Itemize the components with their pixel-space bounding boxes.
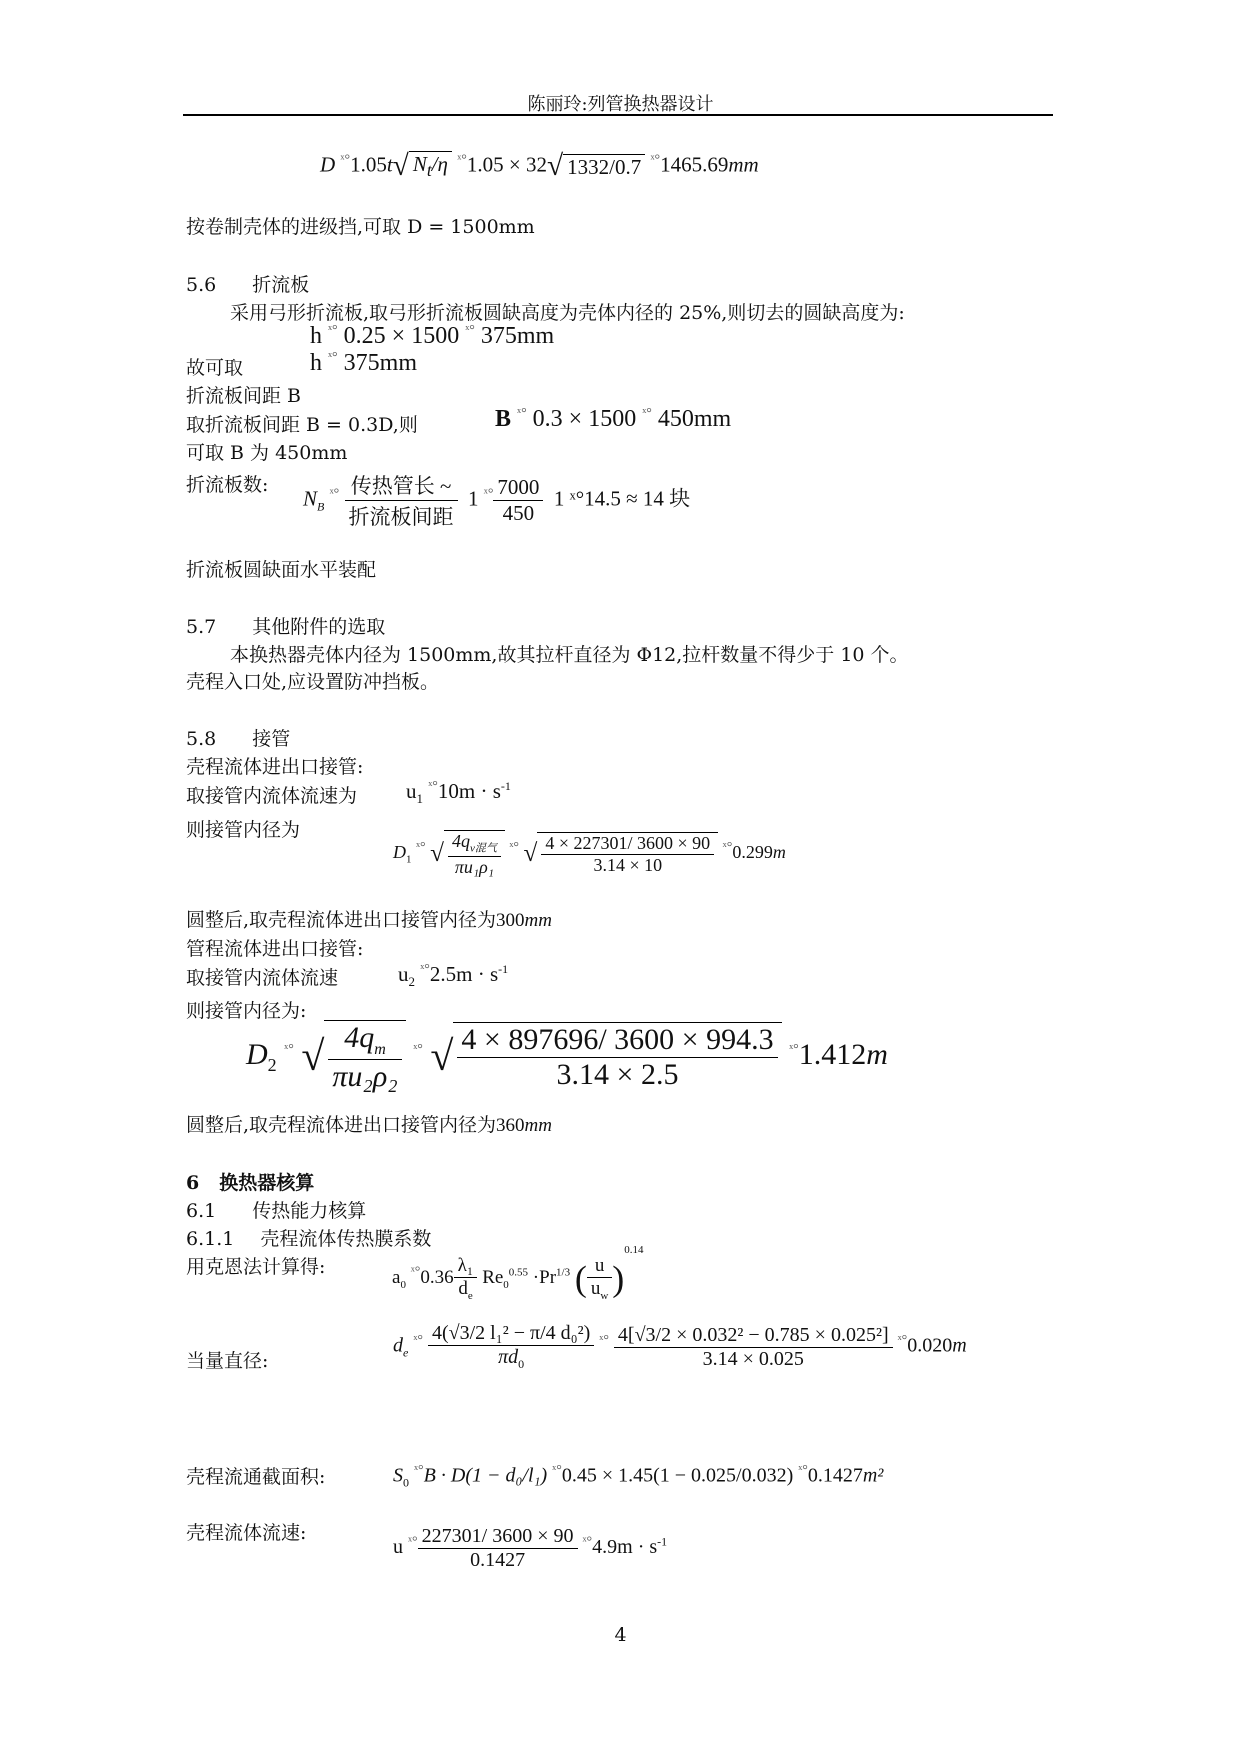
header-rule bbox=[183, 114, 1053, 116]
formula-h2: h $^{ˣ^\circ}$ 375mm bbox=[310, 350, 417, 376]
formula-d1: $D_1$ $^{ˣ^\circ}$ √ $\frac{4q_{v混气}}{\text{πu₁ρ₁}}$ $^{ˣ^\circ}$ √ $\frac{4 \times 227301/ 3600 \times 90}{3.14 \times 10}$ $^{ˣ^\circ}$0.299m bbox=[393, 831, 786, 877]
paragraph-u2: 取接管内流体流速 bbox=[186, 967, 339, 989]
paragraph-choose-d: 按卷制壳体的进级挡,可取 D = 1500mm bbox=[186, 216, 535, 238]
formula-s0: $S_0$ $^{ˣ^\circ}$B · D(1 − d₀/l₁) $^{ˣ^\circ}$0.45 × 1.45(1 − 0.025/0.032) $^{ˣ^\circ}$0.1427m² bbox=[393, 1463, 884, 1490]
paragraph-rod: 本换热器壳体内径为 1500mm,故其拉杆直径为 Φ12,拉杆数量不得少于 10 个。 bbox=[230, 644, 909, 666]
paragraph-round-2: 圆整后,取壳程流体进出口接管内径为360mm bbox=[186, 1114, 552, 1136]
paragraph-count: 折流板数: bbox=[186, 474, 269, 496]
section-5-6: 5.6 折流板 bbox=[186, 274, 310, 296]
section-5-7: 5.7 其他附件的选取 bbox=[186, 616, 386, 638]
paragraph-d1: 则接管内径为 bbox=[186, 819, 301, 841]
formula-d2: $D_2$ $^{ˣ^\circ}$ √ $\frac{4q_m}{\text{πu₂ρ₂}}$ $^{ˣ^\circ}$ √ $\frac{4 \times 897696/ 3600 \times 994.3}{3.14 \times 2.5}$ $^{ˣ^\circ}$1.412m bbox=[246, 1021, 888, 1093]
formula-u2: $u_2$ $^{ˣ^\circ}2.5m \cdot s^{-1}$ bbox=[398, 962, 509, 990]
paragraph-impact: 壳程入口处,应设置防冲挡板。 bbox=[186, 671, 440, 693]
paragraph-b-450: 可取 B 为 450mm bbox=[186, 442, 348, 464]
paragraph-de: 当量直径: bbox=[186, 1350, 269, 1372]
paragraph-shell-nozzle: 壳程流体进出口接管: bbox=[186, 756, 364, 778]
formula-b: B $^{ˣ^\circ}$ 0.3 × 1500 $^{ˣ^\circ}$ 450mm bbox=[495, 406, 732, 432]
formula-u1: $u_1$ $^{ˣ^\circ}10m \cdot s^{-1}$ bbox=[406, 779, 511, 807]
section-6: 6 换热器核算 bbox=[186, 1172, 315, 1194]
page-number: 4 bbox=[614, 1624, 627, 1646]
paragraph-s0: 壳程流通截面积: bbox=[186, 1466, 326, 1488]
formula-de: $d_e$ $^{ˣ^\circ}$ $\frac{\text{4(√3/2 l₁² − π/4 d₀²)}}{\pi d_0}$ $^{ˣ^\circ}$ $\frac{\text{4[√3/2 × 0.032² − 0.785 × 0.025²]}}{3.14 \times 0.025}$ $^{ˣ^\circ}$0.020m bbox=[393, 1322, 967, 1371]
paragraph-u1: 取接管内流体流速为 bbox=[186, 785, 358, 807]
formula-u: u $^{ˣ^\circ}$ $\frac{227301/ 3600 \times 90}{0.1427}$ $^{ˣ^\circ}4.9m \cdot s^{-1}$ bbox=[393, 1525, 668, 1571]
page-header: 陈丽玲:列管换热器设计 bbox=[527, 94, 714, 115]
formula-shell-diameter: D $^{ˣ^\circ}$1.05t√ $N_t/\eta$ $^{ˣ^\circ}$1.05 × 32√ 1332/0.7 $^{ˣ^\circ}$1465.69mm bbox=[320, 150, 759, 182]
paragraph-take: 故可取 bbox=[186, 357, 244, 379]
paragraph-u: 壳程流体流速: bbox=[186, 1522, 307, 1544]
paragraph-take-b: 取折流板间距 B = 0.3D,则 bbox=[186, 414, 418, 436]
paragraph-round-1: 圆整后,取壳程流体进出口接管内径为300mm bbox=[186, 909, 552, 931]
paragraph-baffle: 采用弓形折流板,取弓形折流板圆缺高度为壳体内径的 25%,则切去的圆缺高度为: bbox=[230, 302, 905, 324]
paragraph-d2: 则接管内径为: bbox=[186, 1000, 307, 1022]
paragraph-kern: 用克恩法计算得: bbox=[186, 1256, 326, 1278]
paragraph-spacing: 折流板间距 B bbox=[186, 385, 302, 407]
section-5-8: 5.8 接管 bbox=[186, 728, 291, 750]
section-6-1: 6.1 传热能力核算 bbox=[186, 1200, 367, 1222]
formula-a0: $a_0$ $^{ˣ^\circ}$0.36 $\frac{\text{λ₁}}{d_e}$ $Re_0^{0.55} \cdot Pr^{1/3}$ ( $\frac{u}{u_w}$ )$^{0.14}$ bbox=[392, 1244, 644, 1303]
paragraph-horizontal: 折流板圆缺面水平装配 bbox=[186, 559, 377, 581]
formula-h1: h $^{ˣ^\circ}$ 0.25 × 1500 $^{ˣ^\circ}$ 375mm bbox=[310, 323, 555, 349]
section-6-1-1: 6.1.1 壳程流体传热膜系数 bbox=[186, 1228, 432, 1250]
paragraph-tube-nozzle: 管程流体进出口接管: bbox=[186, 938, 364, 960]
formula-nb: $N_B$ $^{ˣ^\circ}$ $\frac{\text{传热管长 \textasciitilde{}}}{\text{折流板间距}}$ 1 $^{ˣ^\circ}$ $\frac{7000}{450}$ 1 ˣ°14.5 ≈ 14 块 bbox=[303, 470, 690, 531]
